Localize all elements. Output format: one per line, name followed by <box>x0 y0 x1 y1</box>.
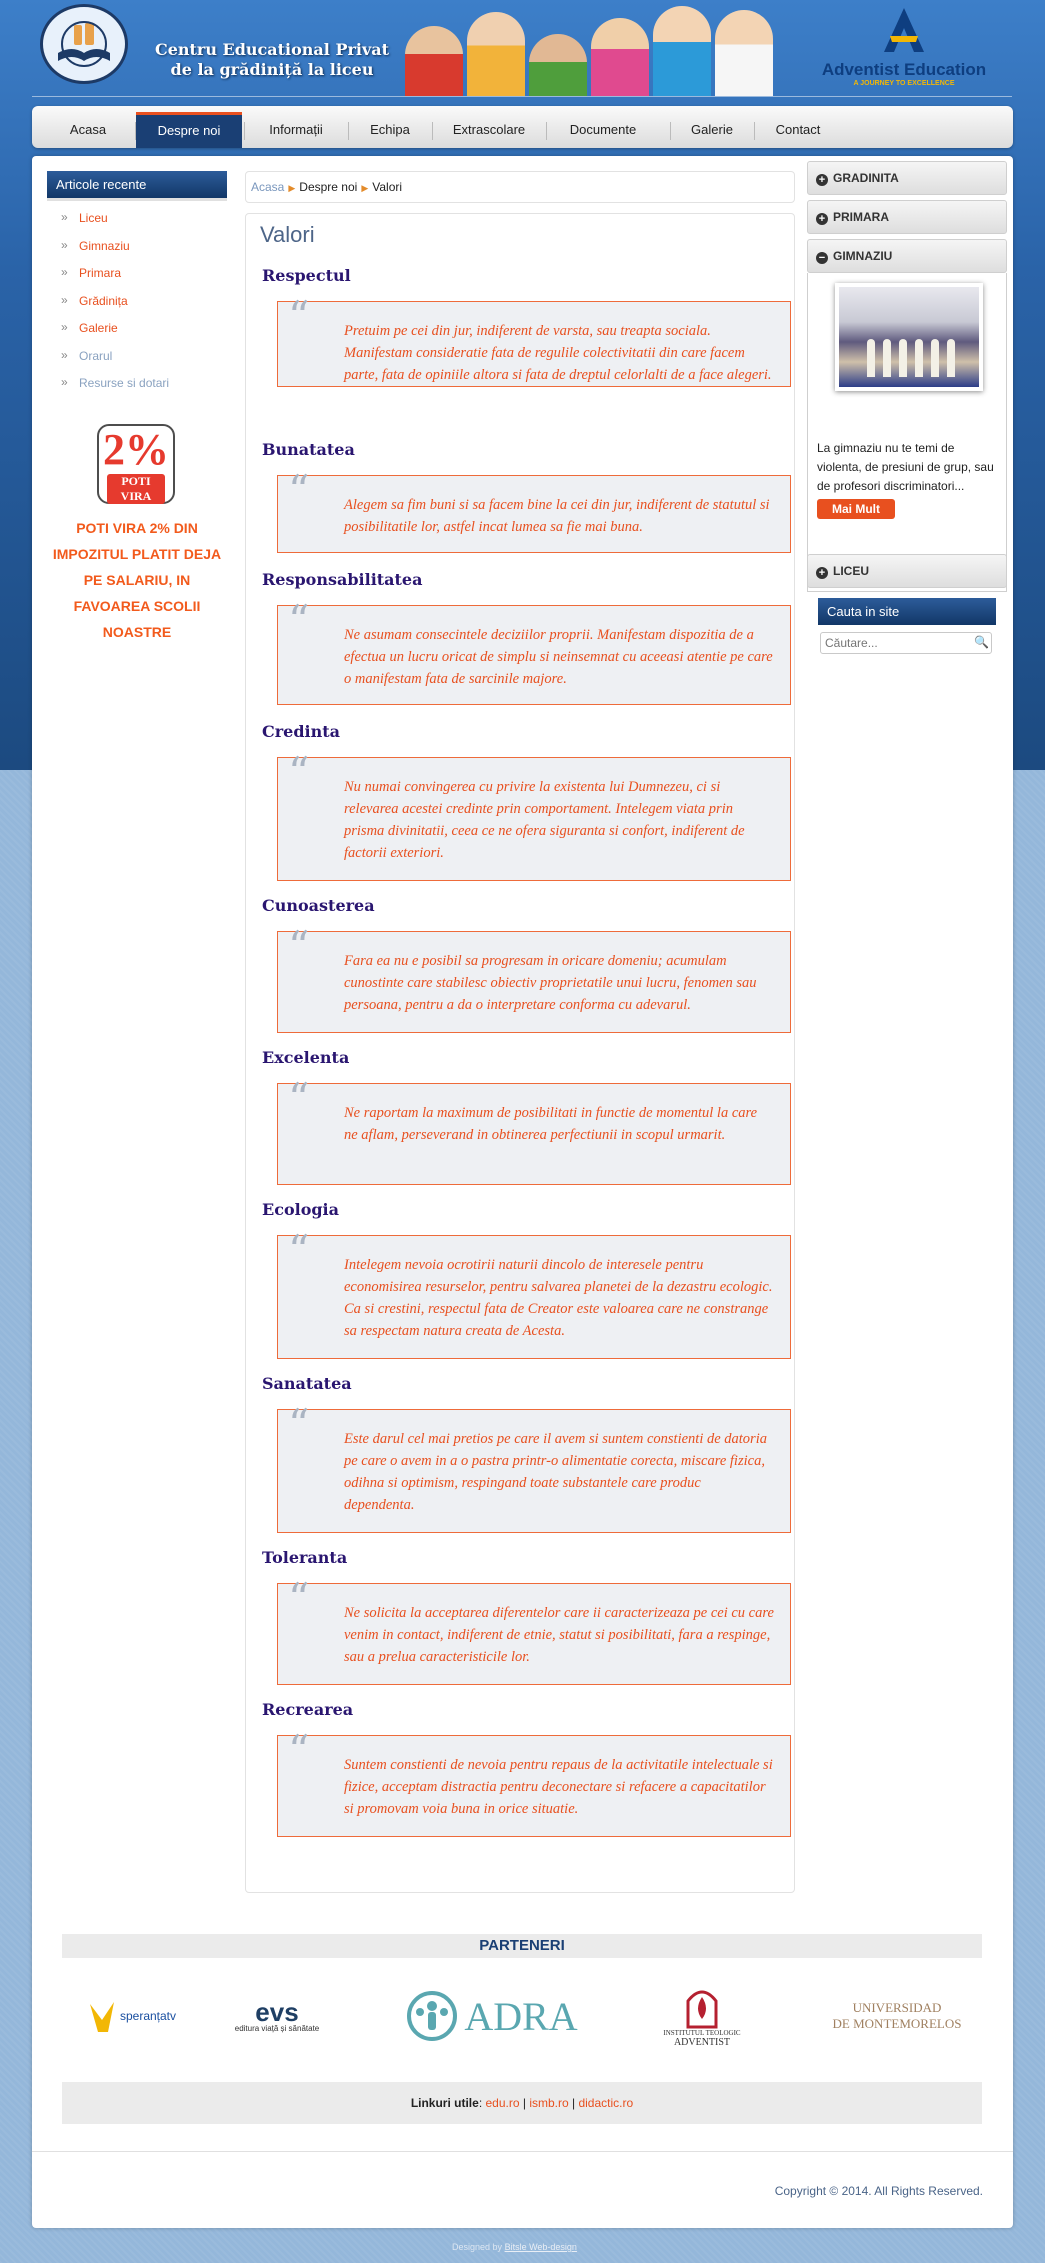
page-container <box>32 156 1013 2228</box>
value-quote <box>277 1226 791 1359</box>
quote-icon: “ <box>288 1726 310 1775</box>
breadcrumb-section[interactable]: Despre noi <box>299 180 358 194</box>
value-text: Nu numai convingerea cu privire la existenta lui Dumnezeu, ci si relevarea acestei credinte prin comportament. Intelegem viata prin prisma divinitatii, ceea ce ne ofera siguranta si confort, indiferent de factorii exteriori. <box>344 779 745 861</box>
accordion-label: GIMNAZIU <box>833 249 893 263</box>
accordion-header[interactable] <box>807 239 1007 273</box>
label-colon: : <box>478 2096 486 2110</box>
speranta-wordmark: speranțatv <box>119 2009 177 2023</box>
montemorelos-line1: UNIVERSIDAD <box>852 2000 942 2015</box>
institutul-line1: INSTITUTUL TEOLOGIC <box>663 2028 741 2037</box>
value-heading: Credinta <box>262 722 340 741</box>
plus-icon: + <box>816 567 828 579</box>
value-quote <box>277 922 791 1033</box>
value-quote <box>277 596 791 705</box>
site-name-line2: de la grădiniță la liceu <box>170 60 374 79</box>
recent-article-link[interactable]: » Liceu <box>47 211 227 239</box>
tax-redirect-text: POTI VIRA 2% DIN IMPOZITUL PLATIT DEJA PE SALARIU, IN FAVOAREA SCOLII NOASTRE <box>52 520 222 640</box>
nav-separator <box>244 122 245 140</box>
link-separator: | <box>519 2096 530 2110</box>
designed-by-prefix: Designed by <box>452 2242 503 2252</box>
partner-speranta-tv[interactable] <box>72 1976 192 2056</box>
header-divider <box>32 96 1012 97</box>
accordion-liceu[interactable] <box>807 554 1007 588</box>
value-text: Alegem sa fim buni si sa facem bine la cei din jur, indiferent de statutul si posibilitatile lor, astfel incat lumea sa fie mai buna. <box>344 497 770 535</box>
main-content <box>245 213 795 1893</box>
footer-divider <box>32 2151 1013 2152</box>
person-figure <box>947 339 955 377</box>
quote-icon: “ <box>288 1074 310 1123</box>
recent-article-link[interactable]: » Grădinița <box>47 294 227 322</box>
value-quote <box>277 1574 791 1685</box>
breadcrumb-arrow-icon: ▶ <box>361 183 369 193</box>
nav-item-acasa[interactable]: Acasa <box>69 122 107 137</box>
value-quote <box>277 466 791 553</box>
useful-link-didactic[interactable]: didactic.ro <box>578 2096 634 2110</box>
person-figure <box>915 339 923 377</box>
value-quote <box>277 292 791 387</box>
value-quote <box>277 1400 791 1533</box>
recent-article-link[interactable]: » Gimnaziu <box>47 239 227 267</box>
badge-label: POTI VIRA <box>107 474 165 504</box>
value-heading: Recrearea <box>262 1700 354 1719</box>
minus-icon: − <box>816 252 828 264</box>
recent-articles-box <box>47 171 227 404</box>
two-percent-badge[interactable] <box>97 424 175 504</box>
plus-icon: + <box>816 174 828 186</box>
value-heading: Toleranta <box>262 1548 348 1567</box>
quote-icon: “ <box>288 1400 310 1449</box>
value-heading: Bunatatea <box>262 440 355 459</box>
recent-article-link[interactable]: » Galerie <box>47 321 227 349</box>
value-heading: Responsabilitatea <box>262 570 423 589</box>
value-text: Ne raportam la maximum de posibilitati in functie de momentul la care ne aflam, perseverand in obtinerea perfectiunii in scopul urmarit. <box>344 1105 758 1143</box>
nav-item-echipa[interactable]: Echipa <box>370 122 410 137</box>
recent-article-link[interactable]: » Orarul <box>47 349 227 377</box>
speranta-logo-icon <box>88 1996 118 2036</box>
adventist-education-title: Adventist Education <box>821 60 987 79</box>
accordion-header[interactable] <box>807 161 1007 195</box>
breadcrumb-home[interactable]: Acasa <box>251 180 285 194</box>
main-navigation <box>32 106 1013 148</box>
nav-separator <box>670 122 671 140</box>
school-logo[interactable] <box>40 4 128 84</box>
site-name-line1: Centru Educational Privat <box>154 40 390 59</box>
header-kids-photo <box>395 0 795 96</box>
search-input[interactable] <box>820 632 992 654</box>
nav-separator <box>348 122 349 140</box>
designer-link[interactable]: Bitsle Web-design <box>504 2242 577 2252</box>
site-name <box>152 40 392 80</box>
partner-universidad-montemorelos[interactable] <box>822 1976 972 2056</box>
value-text: Pretuim pe cei din jur, indiferent de varsta, sau treapta sociala. Manifestam consideratie fata de regulile colectivitatii din care facem parte, fata de opiniile altora si fata de dreptul celorlalti de a face alegeri. <box>344 323 772 383</box>
nav-item-despre-noi[interactable]: Despre noi <box>136 112 242 148</box>
adra-wordmark: ADRA <box>464 1993 578 2039</box>
person-figure <box>931 339 939 377</box>
recent-article-link[interactable]: » Primara <box>47 266 227 294</box>
value-quote <box>277 1074 791 1185</box>
search-icon[interactable]: 🔍 <box>974 635 989 649</box>
breadcrumb-arrow-icon: ▶ <box>288 183 296 193</box>
nav-item-informatii[interactable]: Informații <box>269 122 323 137</box>
adventist-education-subtitle: A JOURNEY TO EXCELLENCE <box>853 80 955 87</box>
link-separator: | <box>568 2096 579 2110</box>
adventist-a-icon <box>882 6 926 54</box>
quote-icon: “ <box>288 1226 310 1275</box>
quote-icon: “ <box>288 1574 310 1623</box>
value-text: Suntem constienti de nevoia pentru repaus de la activitatile intelectuale si fizice, acceptam distractia pentru deconectare si refacere a capacitatilor si promovam voia buna in orice situatie. <box>344 1757 773 1817</box>
value-heading: Sanatatea <box>262 1374 352 1393</box>
nav-separator <box>432 122 433 140</box>
useful-links-bar <box>62 2082 982 2124</box>
search-box-title: Cauta in site <box>818 598 996 625</box>
open-book-icon <box>54 17 114 71</box>
accordion-gradinita[interactable] <box>807 161 1007 195</box>
value-text: Ne solicita la acceptarea diferentelor care ii caracterizeaza pe cei cu care venim in contact, indiferent de etnie, statut si posibilitati, fara a respinge, sau a prelua caracteristicile lor. <box>344 1605 774 1665</box>
accordion-primara[interactable] <box>807 200 1007 234</box>
nav-item-documente[interactable]: Documente <box>569 122 637 137</box>
institutul-line2: ADVENTIST <box>673 2036 731 2048</box>
gimnaziu-photo[interactable] <box>835 283 983 391</box>
value-quote <box>277 748 791 881</box>
quote-icon: “ <box>288 748 310 797</box>
nav-item-contact[interactable]: Contact <box>775 122 821 137</box>
page-title: Valori <box>260 222 315 247</box>
value-text: Este darul cel mai pretios pe care il avem si suntem constienti de datoria pe care o avem in a o pastra printr-o alimentatie corecta, miscare fizica, odihna si optimism, respingand toate substantele care produc dependenta. <box>344 1431 767 1513</box>
breadcrumb-current: Valori <box>372 180 403 194</box>
accordion-header[interactable] <box>807 200 1007 234</box>
nav-separator <box>754 122 755 140</box>
recent-article-link[interactable]: » Resurse si dotari <box>47 376 227 404</box>
partners-title: PARTENERI <box>62 1934 982 1958</box>
accordion-header[interactable] <box>807 554 1007 588</box>
recent-articles-title: Articole recente <box>47 171 227 201</box>
value-heading: Cunoasterea <box>262 896 375 915</box>
accordion-label: GRADINITA <box>833 171 899 185</box>
useful-link-edu[interactable]: edu.ro <box>485 2096 520 2110</box>
value-heading: Respectul <box>262 266 351 285</box>
plus-icon: + <box>816 213 828 225</box>
kid-figure <box>653 6 711 96</box>
accordion-label: LICEU <box>833 564 869 578</box>
value-text: Intelegem nevoia ocrotirii naturii dincolo de interesele pentru economisirea resurselor, pentru salvarea planetei de la dezastru ecologic. Ca si crestini, respectul fata de Creator este valoarea care ne constrange sa respectam natura creata de Acesta. <box>344 1257 773 1339</box>
evs-wordmark: evs <box>255 1996 299 2027</box>
kid-figure <box>467 12 525 96</box>
value-heading: Ecologia <box>262 1200 339 1219</box>
adventist-education-logo[interactable] <box>808 4 1000 88</box>
gimnaziu-excerpt: La gimnaziu nu te temi de violenta, de presiuni de grup, sau de profesori discriminatori... <box>817 441 994 493</box>
partner-adra[interactable] <box>392 1976 592 2056</box>
value-heading: Excelenta <box>262 1048 350 1067</box>
value-quote <box>277 1726 791 1837</box>
badge-percent: 2% <box>103 425 169 474</box>
partner-evs[interactable] <box>212 1976 342 2056</box>
quote-icon: “ <box>288 922 310 971</box>
useful-links-label: Linkuri utile <box>410 2096 479 2110</box>
quote-icon: “ <box>288 466 310 515</box>
person-figure <box>867 339 875 377</box>
designed-by <box>452 2242 577 2252</box>
partner-institutul-teologic-adventist[interactable] <box>652 1976 752 2056</box>
accordion-panel <box>807 273 1007 592</box>
kid-figure <box>715 10 773 96</box>
value-text: Ne asumam consecintele deciziilor proprii. Manifestam dispozitia de a efectua un lucru oricat de simplu si neinsemnat cu aceeasi atentie pe care o manifestam fata de sarcinile majore. <box>344 627 773 687</box>
recent-articles-list <box>47 201 227 404</box>
institutul-flame-icon <box>682 1985 722 2029</box>
kid-figure <box>591 18 649 96</box>
site-header <box>0 0 1045 100</box>
person-figure <box>883 339 891 377</box>
kid-figure <box>405 26 463 96</box>
quote-icon: “ <box>288 292 310 341</box>
read-more-button[interactable]: Mai Mult <box>817 499 895 519</box>
quote-icon: “ <box>288 596 310 645</box>
evs-tagline: editura viață și sănătate <box>234 2023 320 2033</box>
montemorelos-line2: DE MONTEMORELOS <box>832 2016 962 2031</box>
nav-item-extrascolare[interactable]: Extrascolare <box>452 122 526 137</box>
copyright-text: Copyright © 2014. All Rights Reserved. <box>774 2184 983 2198</box>
value-text: Fara ea nu e posibil sa progresam in oricare domeniu; acumulam cunostinte care stabilesc obiectiv proprietatile unui lucru, fenomen sau persoana, pentru a da o interpretare conforma cu adevarul. <box>344 953 757 1013</box>
accordion-label: PRIMARA <box>833 210 889 224</box>
useful-link-ismb[interactable]: ismb.ro <box>529 2096 569 2110</box>
adra-people-icon <box>406 1990 458 2042</box>
kid-figure <box>529 34 587 96</box>
nav-separator <box>546 122 547 140</box>
person-figure <box>899 339 907 377</box>
breadcrumb <box>245 171 795 203</box>
accordion-gimnaziu[interactable] <box>807 239 1007 592</box>
nav-item-galerie[interactable]: Galerie <box>691 122 733 137</box>
